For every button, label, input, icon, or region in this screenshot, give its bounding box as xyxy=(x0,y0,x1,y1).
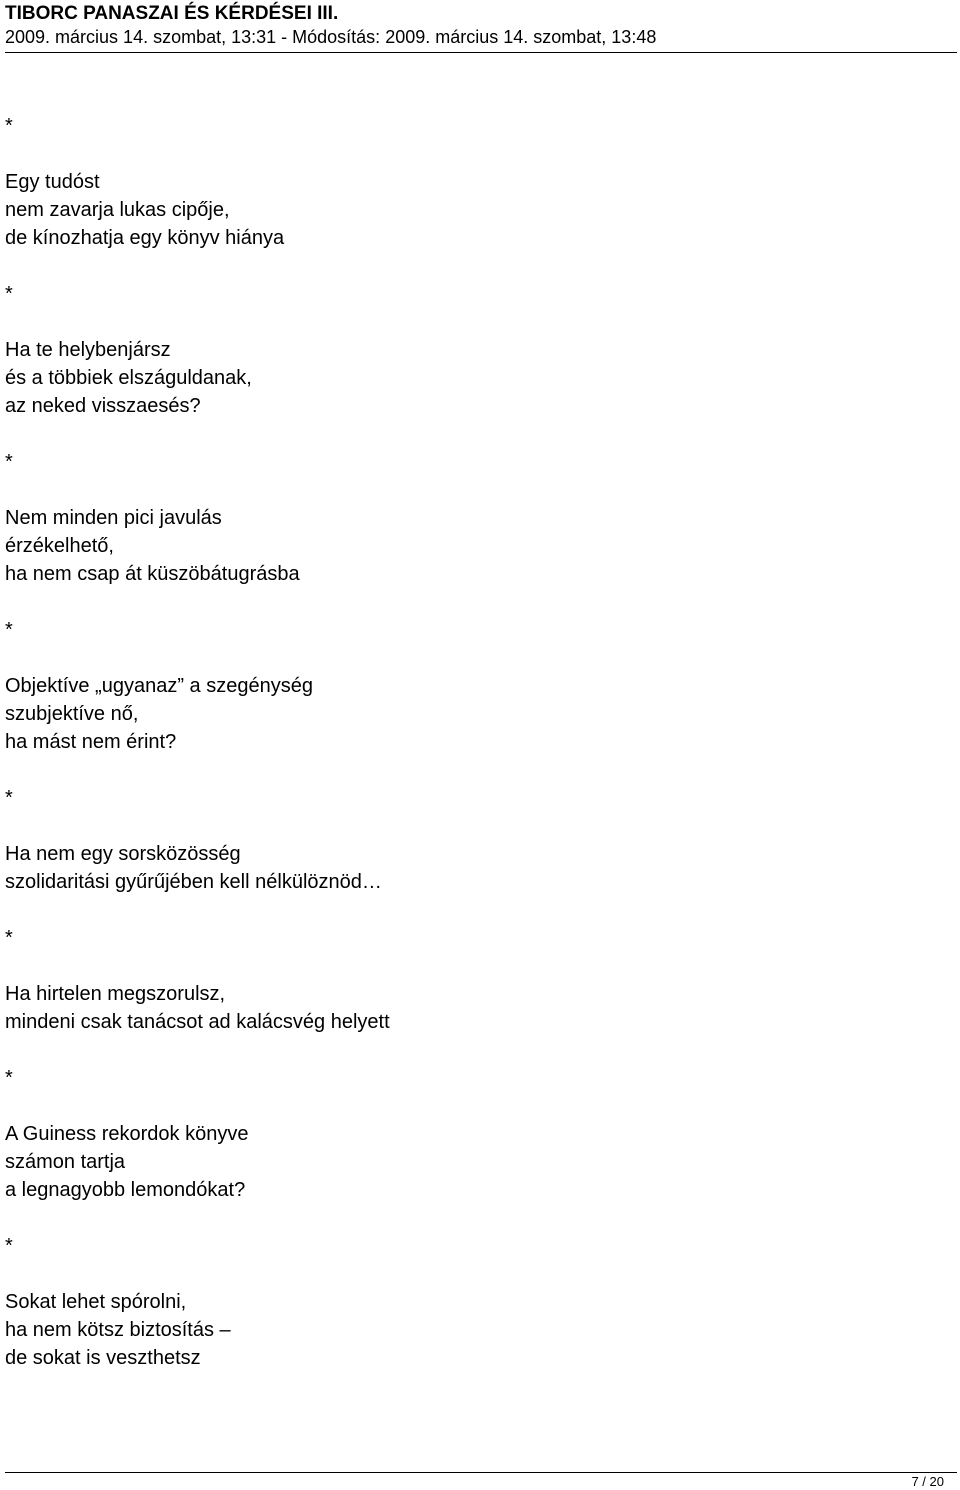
header-divider xyxy=(5,52,957,53)
text-line: számon tartja xyxy=(5,1151,126,1173)
aphorism-section xyxy=(5,1064,945,1204)
section-separator-star: * xyxy=(5,619,13,641)
aphorism-section xyxy=(5,1232,945,1372)
text-line: A Guiness rekordok könyve xyxy=(5,1123,249,1145)
text-line: az neked visszaesés? xyxy=(5,395,201,417)
aphorism-text xyxy=(5,840,945,896)
text-line: Nem minden pici javulás xyxy=(5,507,222,529)
aphorism-section xyxy=(5,280,945,420)
text-line: és a többiek elszáguldanak, xyxy=(5,367,252,389)
document-header xyxy=(5,0,955,48)
document-title: TIBORC PANASZAI ÉS KÉRDÉSEI III. xyxy=(5,3,339,24)
section-separator-star: * xyxy=(5,451,13,473)
aphorism-text xyxy=(5,980,945,1036)
section-separator-star: * xyxy=(5,927,13,949)
text-line: Egy tudóst xyxy=(5,171,100,193)
section-separator-star: * xyxy=(5,283,13,305)
aphorism-text xyxy=(5,672,945,756)
document-body xyxy=(5,112,945,1400)
aphorism-section xyxy=(5,448,945,588)
section-separator-star: * xyxy=(5,787,13,809)
footer-divider xyxy=(5,1472,957,1473)
text-line: Sokat lehet spórolni, xyxy=(5,1291,187,1313)
text-line: Objektíve „ugyanaz” a szegénység xyxy=(5,675,313,697)
aphorism-text xyxy=(5,1288,945,1372)
text-line: a legnagyobb lemondókat? xyxy=(5,1179,246,1201)
text-line: érzékelhető, xyxy=(5,535,114,557)
text-line: Ha nem egy sorsközösség xyxy=(5,843,241,865)
aphorism-text xyxy=(5,168,945,252)
page-number: 7 / 20 xyxy=(911,1474,944,1489)
aphorism-text xyxy=(5,1120,945,1204)
aphorism-text xyxy=(5,336,945,420)
text-line: szubjektíve nő, xyxy=(5,703,139,725)
section-separator-star: * xyxy=(5,1235,13,1257)
text-line: nem zavarja lukas cipője, xyxy=(5,199,230,221)
text-line: de kínozhatja egy könyv hiánya xyxy=(5,227,285,249)
document-date-meta: 2009. március 14. szombat, 13:31 - Módosítás: 2009. március 14. szombat, 13:48 xyxy=(5,27,657,47)
text-line: szolidaritási gyűrűjében kell nélkülöznöd… xyxy=(5,871,382,893)
section-separator-star: * xyxy=(5,1067,13,1089)
aphorism-section xyxy=(5,784,945,896)
text-line: ha nem csap át küszöbátugrásba xyxy=(5,563,300,585)
aphorism-text xyxy=(5,504,945,588)
text-line: Ha te helybenjársz xyxy=(5,339,171,361)
aphorism-section xyxy=(5,112,945,252)
text-line: ha mást nem érint? xyxy=(5,731,177,753)
text-line: mindeni csak tanácsot ad kalácsvég helyett xyxy=(5,1011,390,1033)
section-separator-star: * xyxy=(5,115,13,137)
text-line: ha nem kötsz biztosítás – xyxy=(5,1319,231,1341)
aphorism-section xyxy=(5,924,945,1036)
text-line: de sokat is veszthetsz xyxy=(5,1347,201,1369)
aphorism-section xyxy=(5,616,945,756)
text-line: Ha hirtelen megszorulsz, xyxy=(5,983,226,1005)
